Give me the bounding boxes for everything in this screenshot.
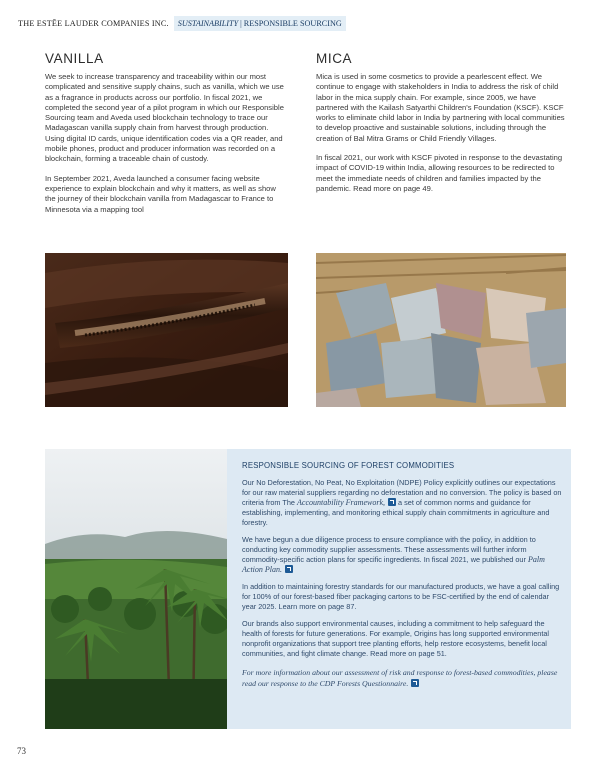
mica-paragraph-2: In fiscal 2021, our work with KSCF pivoted in response to the devastating impact of COVID-19 within India, allowing resources to be redirected to meet the immediate needs of children and families impacted by the pandemic. Read more on page 49. [316,153,563,193]
mica-section [316,51,566,203]
section-band [174,16,346,31]
subsection-name[interactable]: RESPONSIBLE SOURCING [243,18,342,28]
forest-p2-text-a: We have begun a due diligence process to ensure compliance with the policy, in addition to conducting key commodity supplier assessments. These assessments will further inform commodity-specific action plans for specific ingredients. In fiscal 2021, we published our [242,535,536,564]
forest-paragraph-4: Our brands also support environmental causes, including a commitment to help safeguard the health of forests for future generations. For example, Origins has long supported environmental nonprofit organizations that support tree planting efforts, help restore ecosystems, benefit local communities, and fight climate change. Read more on page 51. [242,619,550,658]
mica-title: MICA [316,51,353,66]
external-link-icon[interactable] [388,498,396,506]
forest-commodities-box [227,449,571,729]
mica-photo [316,253,566,407]
vanilla-paragraph-2: In September 2021, Aveda launched a consumer facing website experience to explain blockchain and why it matters, as well as show the journey of their blockchain vanilla from Madagascar to France to Minnesota via a mapping tool [45,173,276,214]
external-link-icon[interactable] [285,565,293,573]
company-name: THE ESTĒE LAUDER COMPANIES INC. [18,18,169,28]
forest-paragraph-2 [242,535,562,575]
header-separator: | [240,18,242,28]
forest-photo [45,449,227,729]
forest-title: RESPONSIBLE SOURCING OF FOREST COMMODITIES [242,461,455,470]
vanilla-paragraph-1: We seek to increase transparency and traceability within our most complicated and sensitive supply chains, such as vanilla, which we use as a fragrance in products across our portfolio. In fiscal 2021, we completed the second year of a pilot program in which our Responsible Sourcing team and Aveda used blockchain technology to trace our Madagascan vanilla supply chain from harvest through production. Using digital ID cards, unique identification codes via a QR reader, and mobile phones, product and producer information was recorded on a blockchain, forming a traceable chain of custody. [45,72,284,164]
section-name[interactable]: SUSTAINABILITY [177,18,239,28]
forest-p1-text-a: Our No Deforestation, No Peat, No Exploitation (NDPE) Policy explicitly outlines our expectations for our raw material suppliers regarding no deforestation and no conversion. The policy is based on criteria from The [242,478,562,507]
page-header [18,15,342,31]
forest-paragraph-1 [242,478,562,528]
forest-closing [242,668,562,689]
cdp-forests-link[interactable]: For more information about our assessment of risk and response to forest-based commodities, please read our response to the CDP Forests Questionnaire. [242,668,558,688]
vanilla-photo [45,253,288,407]
forest-paragraph-3: In addition to maintaining forestry standards for our manufactured products, we have a goal calling for 100% of our forest-based fiber packaging cartons to be FSC-certified by the end of calendar year 2025. Learn more on page 87. [242,582,560,611]
accountability-framework-link[interactable]: Accountability Framework, [297,498,385,507]
vanilla-title: VANILLA [45,51,104,66]
vanilla-section [45,51,288,224]
palm-action-plan-link[interactable]: Palm Action Plan. [242,555,545,574]
forest-p1-text-b: a set of common norms and guidance for establishing, implementing, and monitoring ethical supply chain commitments in agriculture and forestry. [242,498,550,527]
page-number: 73 [17,746,26,756]
mica-paragraph-1: Mica is used in some cosmetics to provide a pearlescent effect. We continue to engage with stakeholders in India to address the risk of child labor in the mica supply chain. For example, since 2005, we have partnered with the Kailash Satyarthi Children's Foundation (KSCF). KSCF works to eliminate child labor in India by partnering with local communities to develop proactive and sustainable solutions, including through the creation of Bal Mitra Grams or Child Friendly Villages. [316,72,565,143]
external-link-icon[interactable] [411,679,419,687]
